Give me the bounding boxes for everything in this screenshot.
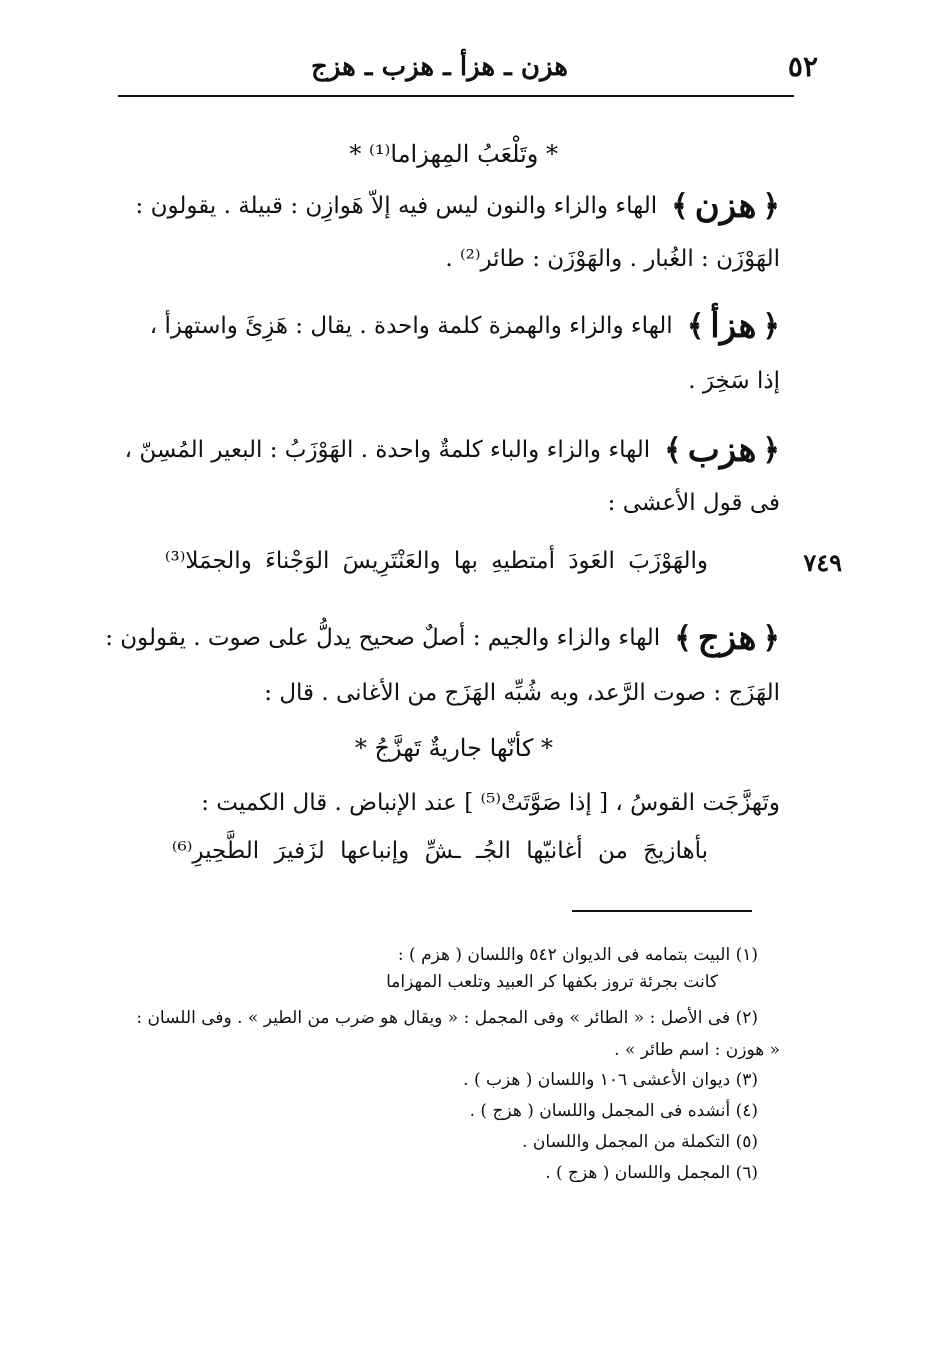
footnote-3-num: (٣) [735, 1070, 758, 1090]
entry-hzj-line-2: الهَزَج : صوت الرَّعد، وبه شُبِّه الهَزَج من الأغانى . قال : [264, 680, 780, 706]
close-bracket-icon: ﴾ [686, 308, 705, 344]
headword-hzb [664, 430, 780, 470]
entry-hza-row-1 [108, 306, 780, 346]
entry-hzb-line-1: الهاء والزاء والباء كلمةٌ واحدة . الهَوْزَبُ : البعير المُسِنّ ، [124, 437, 651, 463]
running-header-title: هزن ـ هزأ ـ هزب ـ هزج [311, 52, 568, 82]
entry-hza-line-1: الهاء والزاء والهمزة كلمة واحدة . يقال : هَزِئَ واستهزأ ، [149, 313, 673, 339]
headword-hzn [671, 186, 780, 226]
open-bracket-icon: ﴿ [762, 620, 780, 656]
footnote-divider [572, 910, 752, 912]
entry-hzj-line-1: الهاء والزاء والجيم : أصلٌ صحيح يدلُّ على صوت . يقولون : [105, 625, 661, 651]
entry-hzb-line-2: فى قول الأعشى : [607, 490, 780, 516]
footnote-5-num: (٥) [735, 1132, 758, 1152]
entry-hzj-row-1 [105, 618, 780, 658]
footnote-6-text: المجمل واللسان ( هزج ) . [545, 1163, 731, 1183]
headword-hza [687, 306, 780, 346]
entry-hzn-line-1: الهاء والزاء والنون ليس فيه إلاّ هَوازِن : قبيلة . يقولون : [135, 193, 658, 219]
headword-hzb-text: هزب [687, 430, 757, 470]
poem-line-hzb: والهَوْزَبَ العَودَ أمتطيهِ بها والعَنْتَرِيسَ الوَجْناءَ والجمَلا⁽³⁾ [164, 548, 708, 574]
footnote-2-cont-text: « هوزن : اسم طائر » . [614, 1040, 780, 1060]
entry-hzb-row-1 [108, 430, 780, 470]
close-bracket-icon: ﴾ [674, 620, 692, 656]
open-bracket-icon: ﴿ [762, 308, 780, 344]
page-number: ٥٢ [787, 50, 818, 83]
headword-hzj [674, 618, 780, 658]
footnote-2 [136, 1008, 758, 1028]
poem-line-hzj: بأهازيجَ من أغانيّها الجُـ ـشِّ وإنباعها لزَفيرَ الطَّحِيرِ⁽⁶⁾ [171, 838, 708, 864]
footnote-2-text: فى الأصل : « الطائر » وفى المجمل : « ويقال هو ضرب من الطير » . وفى اللسان : [136, 1008, 731, 1028]
entry-hzn-row-1 [108, 186, 780, 226]
entry-hza-line-2: إذا سَخِرَ . [688, 368, 780, 394]
open-bracket-icon: ﴿ [762, 188, 780, 224]
footnote-1 [398, 945, 758, 965]
footnote-2-num: (٢) [735, 1008, 758, 1028]
footnote-3-text: ديوان الأعشى ١٠٦ واللسان ( هزب ) . [463, 1070, 731, 1090]
headword-hzj-text: هزج [697, 618, 757, 658]
footnote-4-text: أنشده فى المجمل واللسان ( هزج ) . [469, 1101, 731, 1121]
entry-hzn-line-2: الهَوْزَن : الغُبار . والهَوْزَن : طائر⁽²⁾ . [445, 246, 780, 272]
footnote-4-num: (٤) [735, 1101, 758, 1121]
footnote-1-quote-text: كانت بجرئة تروز بكفها كر العبيد وتلعب المهزاما [386, 972, 718, 992]
headword-hzn-text: هزن [694, 186, 757, 226]
footnote-6-num: (٦) [735, 1163, 758, 1183]
footnote-1-text: البيت بتمامه فى الديوان ٥٤٢ واللسان ( هزم ) : [397, 945, 731, 965]
footnote-1-quote [386, 972, 718, 992]
verse-line-1: * وتَلْعَبُ المِهزاما⁽¹⁾ * [349, 140, 558, 168]
headword-hza-text: هزأ [710, 306, 757, 346]
close-bracket-icon: ﴾ [664, 432, 682, 468]
open-bracket-icon: ﴿ [762, 432, 780, 468]
footnote-2-cont [614, 1040, 780, 1060]
footnote-5-text: التكملة من المجمل واللسان . [522, 1132, 731, 1152]
footnote-3 [463, 1070, 758, 1090]
verse-number: ٧٤٩ [803, 548, 842, 577]
footnote-6 [545, 1163, 758, 1183]
footnote-1-num: (١) [735, 945, 758, 965]
close-bracket-icon: ﴾ [671, 188, 689, 224]
footnote-5 [522, 1132, 758, 1152]
header-divider [118, 95, 794, 97]
entry-hzj-line-3: وتَهزَّجَت القوسُ ، [ إذا صَوَّتَتْ⁽⁵⁾ ] عند الإنباض . قال الكميت : [201, 790, 780, 816]
verse-line-hzj: * كأنّها جاريةٌ تَهزَّجُ * [354, 734, 553, 762]
footnote-4 [470, 1101, 758, 1121]
